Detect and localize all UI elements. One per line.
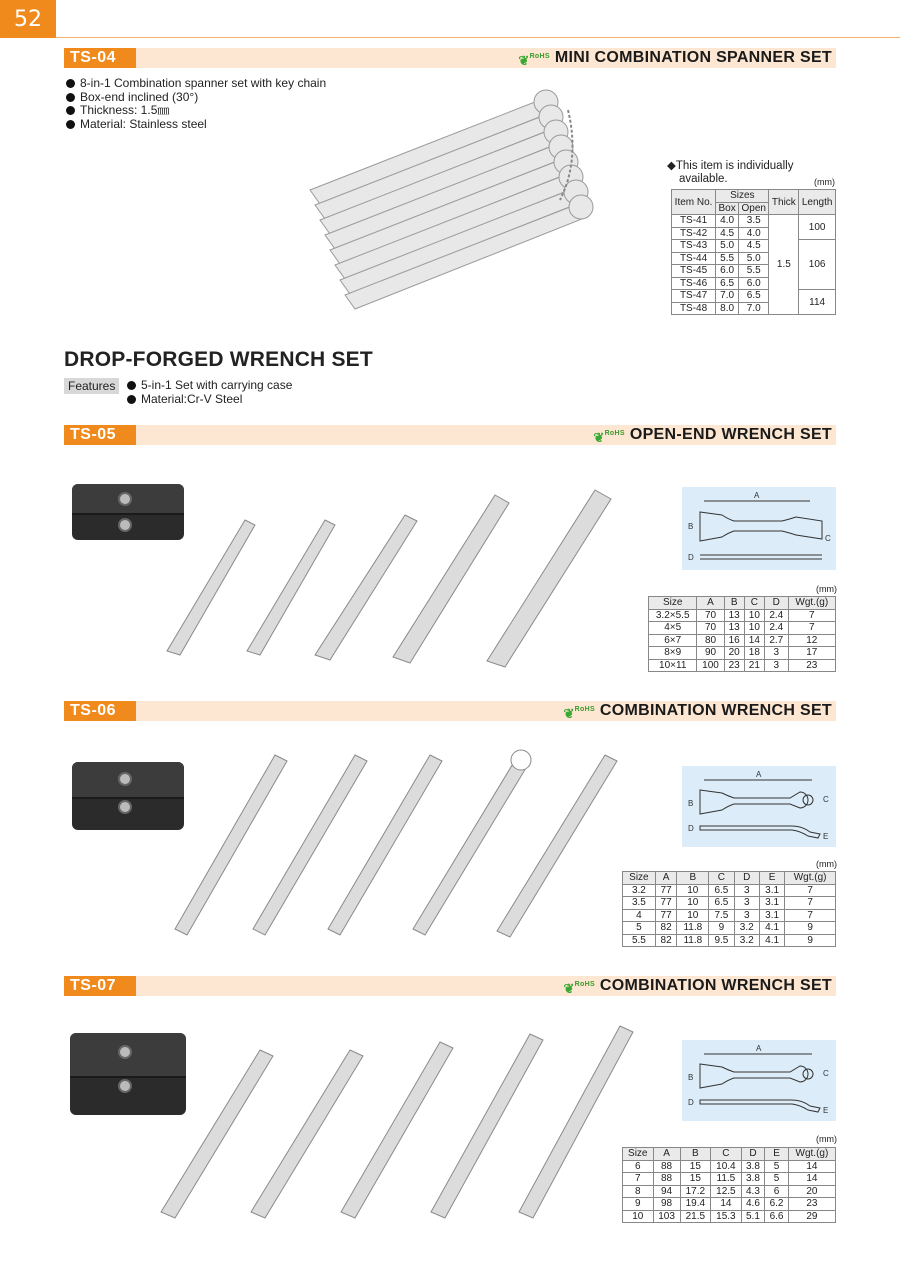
table-row	[623, 884, 836, 897]
table-cell: 6.0	[716, 265, 739, 278]
table-cell: 70	[697, 622, 724, 635]
features-list	[127, 379, 292, 406]
th-box: Box	[716, 202, 739, 215]
bullet-icon	[66, 93, 75, 102]
table-cell: 2.4	[764, 622, 788, 635]
table-row	[649, 622, 836, 635]
table-cell: TS-41	[672, 215, 716, 228]
table-header-cell: D	[764, 597, 788, 610]
table-header-cell: C	[709, 872, 734, 885]
table-cell: 4	[623, 909, 656, 922]
th-item-no: Item No.	[672, 190, 716, 215]
table-cell: 77	[655, 897, 677, 910]
table-cell: 106	[799, 240, 836, 290]
table-cell: 7	[785, 909, 836, 922]
table-cell: 3.5	[739, 215, 769, 228]
table-header-cell: Wgt.(g)	[788, 597, 835, 610]
table-cell: 5	[623, 922, 656, 935]
table-cell: 6.5	[709, 884, 734, 897]
table-cell: 8.0	[716, 302, 739, 315]
table-cell: 9	[709, 922, 734, 935]
ts07-dimension-diagram	[682, 1040, 836, 1121]
ts06-code: TS-06	[64, 701, 136, 721]
bullet-text: Box-end inclined (30°)	[80, 89, 199, 104]
table-cell: 3	[734, 884, 759, 897]
bullet-text: Thickness: 1.5㎜	[80, 103, 170, 117]
table-cell: 21.5	[680, 1210, 711, 1223]
table-cell: 13	[724, 609, 744, 622]
list-item	[127, 379, 292, 393]
table-cell: TS-45	[672, 265, 716, 278]
table-row	[649, 609, 836, 622]
table-cell: 13	[724, 622, 744, 635]
table-cell: 7.0	[716, 290, 739, 303]
table-header-cell: D	[734, 872, 759, 885]
table-cell: 90	[697, 647, 724, 660]
table-header-cell: E	[765, 1148, 789, 1161]
rohs-icon	[593, 426, 624, 444]
table-cell: 100	[799, 215, 836, 240]
table-cell: 7.0	[739, 302, 769, 315]
table-cell: TS-42	[672, 227, 716, 240]
table-cell: 9	[623, 1198, 654, 1211]
ts06-header-bar	[64, 701, 836, 721]
th-length: Length	[799, 190, 836, 215]
table-cell: 5.1	[741, 1210, 765, 1223]
table-header-cell: Size	[649, 597, 697, 610]
table-row	[623, 922, 836, 935]
table-cell: TS-47	[672, 290, 716, 303]
combination-wrench-diagram	[682, 1040, 836, 1121]
table-cell: 10	[677, 897, 709, 910]
table-cell: 10.4	[711, 1160, 742, 1173]
ts05-header-bar	[64, 425, 836, 445]
table-cell: 19.4	[680, 1198, 711, 1211]
rohs-icon	[563, 977, 594, 995]
table-cell: 7	[785, 884, 836, 897]
section-title: DROP-FORGED WRENCH SET	[64, 348, 373, 371]
ts05-code: TS-05	[64, 425, 136, 445]
bullet-icon	[66, 79, 75, 88]
table-header-cell: B	[680, 1148, 711, 1161]
table-cell: 11.8	[677, 922, 709, 935]
case-snap-icon	[118, 518, 132, 532]
table-cell: 7	[788, 622, 835, 635]
table-cell: 4.5	[716, 227, 739, 240]
table-cell: 8×9	[649, 647, 697, 660]
table-cell: 10	[677, 884, 709, 897]
dim-c-label: C	[825, 534, 831, 543]
table-cell: 98	[653, 1198, 680, 1211]
dim-b-label: B	[688, 522, 694, 531]
combination-wrench-large-photo	[155, 1020, 645, 1230]
table-cell: 23	[724, 659, 744, 672]
table-cell: 9	[785, 922, 836, 935]
table-cell: 6.5	[709, 897, 734, 910]
ts04-header-bar	[64, 48, 836, 68]
table-cell: 12	[788, 634, 835, 647]
table-cell: 20	[724, 647, 744, 660]
table-cell: TS-43	[672, 240, 716, 253]
table-cell: 82	[655, 922, 677, 935]
table-cell: 2.7	[764, 634, 788, 647]
bullet-icon	[66, 106, 75, 115]
dim-a-label: A	[754, 491, 760, 500]
bullet-icon	[127, 381, 136, 390]
table-cell: 4.0	[716, 215, 739, 228]
table-cell: 6.0	[739, 277, 769, 290]
ts07-code: TS-07	[64, 976, 136, 996]
ts04-code: TS-04	[64, 48, 136, 68]
dim-c-label: C	[823, 1069, 829, 1078]
table-cell: 7	[785, 897, 836, 910]
table-cell: 1.5	[769, 215, 799, 315]
table-cell: 17.2	[680, 1185, 711, 1198]
table-cell: 15.3	[711, 1210, 742, 1223]
table-cell: 6	[765, 1185, 789, 1198]
table-header-row	[672, 190, 836, 203]
leaf-icon: ❦	[593, 430, 605, 445]
table-cell: 16	[724, 634, 744, 647]
table-cell: 5.5	[716, 252, 739, 265]
table-header-cell: B	[677, 872, 709, 885]
table-cell: 94	[653, 1185, 680, 1198]
list-item	[66, 91, 326, 105]
table-cell: 5	[765, 1173, 789, 1186]
table-cell: 14	[711, 1198, 742, 1211]
features-label: Features	[64, 378, 119, 394]
ts04-spec-table	[671, 189, 836, 315]
table-cell: 4.3	[741, 1185, 765, 1198]
table-header-cell: Size	[623, 872, 656, 885]
list-item	[66, 77, 326, 91]
list-item	[66, 104, 326, 118]
open-end-wrench-photo	[155, 485, 645, 675]
ts06-dimension-diagram	[682, 766, 836, 847]
table-cell: 21	[744, 659, 764, 672]
header-rule	[56, 37, 900, 38]
dim-d-label: D	[688, 553, 694, 562]
table-cell: 3	[734, 909, 759, 922]
table-cell: 5.5	[623, 934, 656, 947]
table-row	[672, 240, 836, 253]
bullet-text: Material: Stainless steel	[80, 116, 207, 131]
table-cell: 4.1	[759, 934, 784, 947]
ts04-units: (mm)	[814, 177, 835, 187]
leaf-icon: ❦	[563, 706, 575, 721]
table-cell: 6.2	[765, 1198, 789, 1211]
ts06-title-wrap	[563, 701, 832, 721]
note-line: ◆This item is individually	[667, 160, 794, 172]
table-cell: 3.1	[759, 909, 784, 922]
table-header-cell: Wgt.(g)	[785, 872, 836, 885]
table-cell: 23	[788, 659, 835, 672]
table-cell: 77	[655, 909, 677, 922]
th-open: Open	[739, 202, 769, 215]
combination-wrench-diagram	[682, 766, 836, 847]
table-cell: TS-48	[672, 302, 716, 315]
table-cell: 7.5	[709, 909, 734, 922]
table-row	[623, 897, 836, 910]
table-cell: TS-44	[672, 252, 716, 265]
table-cell: 9	[785, 934, 836, 947]
table-cell: 5	[765, 1160, 789, 1173]
page-number: 52	[0, 0, 56, 38]
dim-d-label: D	[688, 1098, 694, 1107]
table-cell: 114	[799, 290, 836, 315]
dim-b-label: B	[688, 1073, 694, 1082]
ts05-dimension-diagram	[682, 487, 836, 570]
table-cell: 70	[697, 609, 724, 622]
ts04-bullet-list	[66, 77, 326, 131]
table-header-cell: A	[697, 597, 724, 610]
rohs-label: RoHS	[604, 430, 625, 437]
ts04-note	[667, 160, 793, 186]
table-cell: 5.0	[739, 252, 769, 265]
table-cell: 4.6	[741, 1198, 765, 1211]
ts05-title: OPEN-END WRENCH SET	[629, 426, 832, 443]
table-header-row	[623, 1148, 836, 1161]
table-cell: 3.2	[623, 884, 656, 897]
table-cell: 5.5	[739, 265, 769, 278]
table-cell: 20	[788, 1185, 835, 1198]
table-header-cell: C	[711, 1148, 742, 1161]
table-cell: 12.5	[711, 1185, 742, 1198]
open-end-wrench-diagram	[682, 487, 836, 570]
table-cell: 6.5	[716, 277, 739, 290]
table-header-cell: A	[655, 872, 677, 885]
case-snap-icon	[118, 800, 132, 814]
mini-spanner-photo	[290, 80, 610, 320]
table-cell: 9.5	[709, 934, 734, 947]
table-row	[649, 659, 836, 672]
table-cell: 14	[744, 634, 764, 647]
list-item	[66, 118, 326, 132]
table-cell: 14	[788, 1173, 835, 1186]
table-cell: 3	[764, 659, 788, 672]
table-cell: 17	[788, 647, 835, 660]
table-cell: 6.5	[739, 290, 769, 303]
table-cell: 4.5	[739, 240, 769, 253]
table-cell: 10	[744, 622, 764, 635]
table-cell: 3.1	[759, 884, 784, 897]
dim-b-label: B	[688, 799, 694, 808]
table-cell: 18	[744, 647, 764, 660]
table-cell: 103	[653, 1210, 680, 1223]
bullet-icon	[66, 120, 75, 129]
table-cell: 4×5	[649, 622, 697, 635]
bullet-text: 5-in-1 Set with carrying case	[141, 378, 293, 392]
table-row	[623, 1198, 836, 1211]
dim-e-label: E	[823, 832, 829, 841]
table-cell: 10×11	[649, 659, 697, 672]
ts07-title: COMBINATION WRENCH SET	[599, 977, 832, 994]
table-header-cell: E	[759, 872, 784, 885]
table-cell: 7	[788, 609, 835, 622]
table-cell: 15	[680, 1173, 711, 1186]
case-snap-icon	[118, 1045, 132, 1059]
th-sizes: Sizes	[716, 190, 769, 203]
ts07-units: (mm)	[816, 1134, 837, 1144]
ts05-spec-table	[648, 596, 836, 672]
table-row	[672, 290, 836, 303]
case-snap-icon	[118, 492, 132, 506]
rohs-label: RoHS	[574, 706, 595, 713]
dim-a-label: A	[756, 770, 762, 779]
table-header-cell: Size	[623, 1148, 654, 1161]
case-snap-icon	[118, 772, 132, 786]
table-cell: 8	[623, 1185, 654, 1198]
table-cell: 4.1	[759, 922, 784, 935]
table-header-cell: D	[741, 1148, 765, 1161]
table-cell: 6.6	[765, 1210, 789, 1223]
ts07-title-wrap	[563, 976, 832, 996]
table-cell: TS-46	[672, 277, 716, 290]
table-cell: 29	[788, 1210, 835, 1223]
rohs-label: RoHS	[529, 53, 550, 60]
combination-wrench-photo	[165, 745, 625, 950]
table-cell: 7	[623, 1173, 654, 1186]
table-cell: 3.1	[759, 897, 784, 910]
table-cell: 3.8	[741, 1160, 765, 1173]
case-snap-icon	[118, 1079, 132, 1093]
table-row	[623, 1173, 836, 1186]
dim-e-label: E	[823, 1106, 829, 1115]
table-header-cell: C	[744, 597, 764, 610]
table-cell: 10	[623, 1210, 654, 1223]
table-row	[623, 1185, 836, 1198]
table-header-row	[623, 872, 836, 885]
table-cell: 2.4	[764, 609, 788, 622]
table-row	[623, 909, 836, 922]
dim-c-label: C	[823, 795, 829, 804]
table-row	[623, 934, 836, 947]
bullet-text: Material:Cr-V Steel	[141, 391, 243, 406]
ts07-spec-table	[622, 1147, 836, 1223]
table-cell: 10	[677, 909, 709, 922]
table-header-row	[649, 597, 836, 610]
ts07-header-bar	[64, 976, 836, 996]
table-cell: 3	[734, 897, 759, 910]
table-cell: 3.5	[623, 897, 656, 910]
ts05-title-wrap	[593, 425, 832, 445]
table-row	[649, 647, 836, 660]
table-cell: 10	[744, 609, 764, 622]
table-cell: 82	[655, 934, 677, 947]
table-cell: 3.8	[741, 1173, 765, 1186]
table-cell: 4.0	[739, 227, 769, 240]
table-cell: 11.8	[677, 934, 709, 947]
table-cell: 3.2	[734, 934, 759, 947]
bullet-text: 8-in-1 Combination spanner set with key chain	[80, 76, 327, 90]
ts06-spec-table	[622, 871, 836, 947]
table-row	[672, 215, 836, 228]
table-header-cell: B	[724, 597, 744, 610]
table-cell: 77	[655, 884, 677, 897]
th-thick: Thick	[769, 190, 799, 215]
table-header-cell: Wgt.(g)	[788, 1148, 835, 1161]
table-cell: 11.5	[711, 1173, 742, 1186]
table-header-cell: A	[653, 1148, 680, 1161]
table-cell: 3.2×5.5	[649, 609, 697, 622]
table-row	[623, 1210, 836, 1223]
leaf-icon: ❦	[563, 981, 575, 996]
table-cell: 23	[788, 1198, 835, 1211]
table-cell: 3.2	[734, 922, 759, 935]
table-cell: 14	[788, 1160, 835, 1173]
rohs-label: RoHS	[574, 981, 595, 988]
ts05-units: (mm)	[816, 584, 837, 594]
note-line: available.	[679, 173, 728, 185]
table-cell: 100	[697, 659, 724, 672]
table-row	[623, 1160, 836, 1173]
dim-a-label: A	[756, 1044, 762, 1053]
rohs-icon	[563, 702, 594, 720]
list-item	[127, 393, 292, 407]
table-cell: 6×7	[649, 634, 697, 647]
ts04-title: MINI COMBINATION SPANNER SET	[554, 49, 832, 66]
table-row	[649, 634, 836, 647]
table-cell: 3	[764, 647, 788, 660]
bullet-icon	[127, 395, 136, 404]
ts04-title-wrap	[518, 48, 832, 68]
ts06-units: (mm)	[816, 859, 837, 869]
leaf-icon: ❦	[518, 53, 530, 68]
table-cell: 88	[653, 1160, 680, 1173]
table-cell: 5.0	[716, 240, 739, 253]
rohs-icon	[518, 49, 549, 67]
table-cell: 88	[653, 1173, 680, 1186]
table-cell: 6	[623, 1160, 654, 1173]
dim-d-label: D	[688, 824, 694, 833]
table-cell: 15	[680, 1160, 711, 1173]
ts06-title: COMBINATION WRENCH SET	[599, 702, 832, 719]
table-cell: 80	[697, 634, 724, 647]
